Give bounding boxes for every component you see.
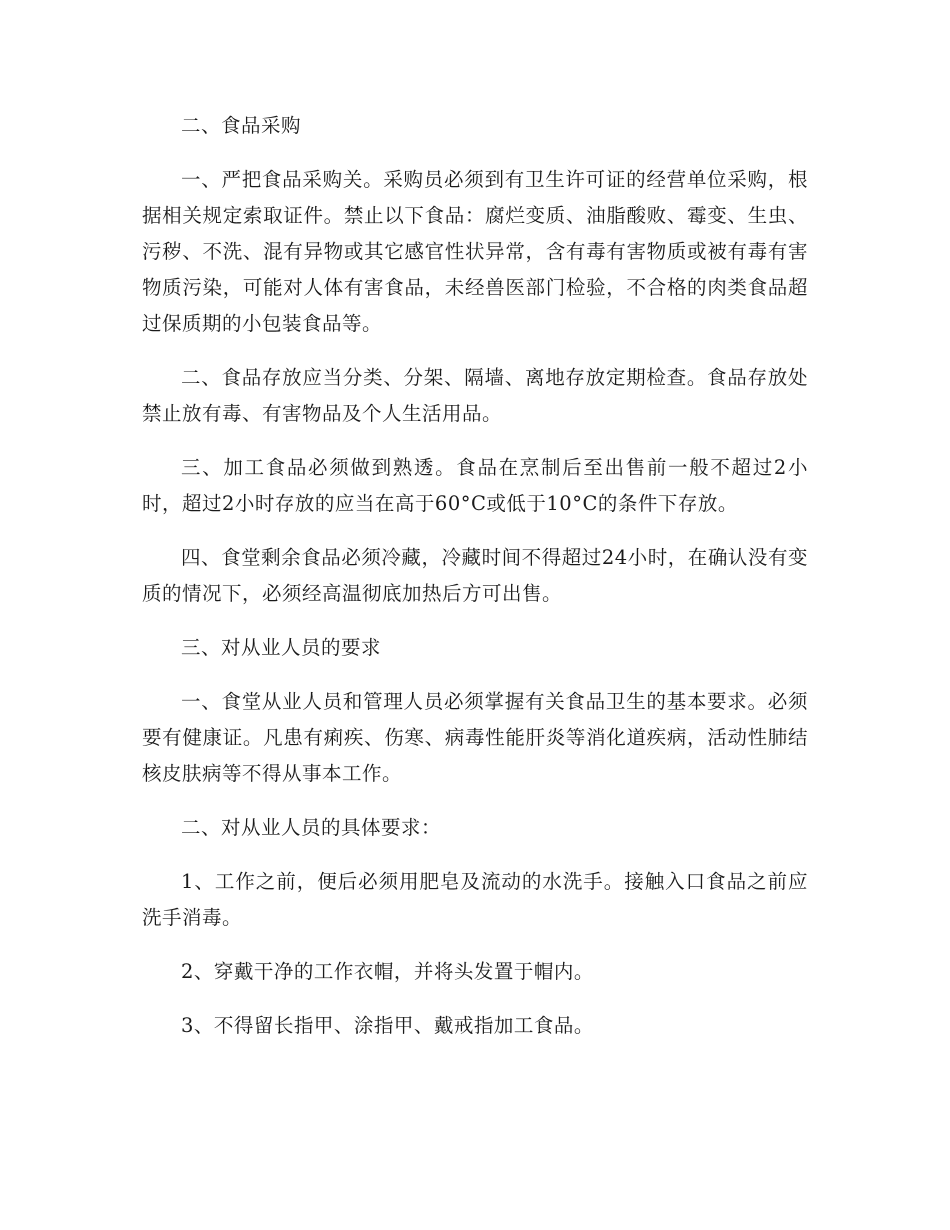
- subheading-specific-requirements: 二、对从业人员的具体要求：: [181, 816, 442, 839]
- section-heading-staff-requirements: 三、对从业人员的要求: [181, 636, 382, 659]
- paragraph-purchase-control: 一、严把食品采购关。采购员必须到有卫生许可证的经营单位采购，根据相关规定索取证件。禁止以下食品：腐烂变质、油脂酸败、霉变、生虫、污秽、不洗、混有异物或其它感官性状异常，含有毒有害物质或被有毒有害物质污染，可能对人体有害食品，未经兽医部门检验，不合格的肉类食品超过保质期的小包装食品等。: [142, 168, 808, 335]
- list-item-nails-rings: 3、不得留长指甲、涂指甲、戴戒指加工食品。: [181, 1014, 594, 1037]
- paragraph-leftover-food: 四、食堂剩余食品必须冷藏，冷藏时间不得超过24小时，在确认没有变质的情况下，必须经高温彻底加热后方可出售。: [142, 546, 808, 605]
- paragraph-food-cooking: 三、加工食品必须做到熟透。食品在烹制后至出售前一般不超过2小时，超过2小时存放的应当在高于60°C或低于10°C的条件下存放。: [142, 456, 808, 515]
- paragraph-food-storage: 二、食品存放应当分类、分架、隔墙、离地存放定期检查。食品存放处禁止放有毒、有害物品及个人生活用品。: [142, 366, 808, 425]
- list-item-work-clothes: 2、穿戴干净的工作衣帽，并将头发置于帽内。: [181, 960, 594, 983]
- section-heading-food-purchase: 二、食品采购: [181, 114, 302, 137]
- paragraph-staff-health: 一、食堂从业人员和管理人员必须掌握有关食品卫生的基本要求。必须要有健康证。凡患有痢疾、伤寒、病毒性能肝炎等消化道疾病，活动性肺结核皮肤病等不得从事本工作。: [142, 690, 808, 785]
- list-item-hand-washing: 1、工作之前，便后必须用肥皂及流动的水洗手。接触入口食品之前应洗手消毒。: [142, 870, 808, 929]
